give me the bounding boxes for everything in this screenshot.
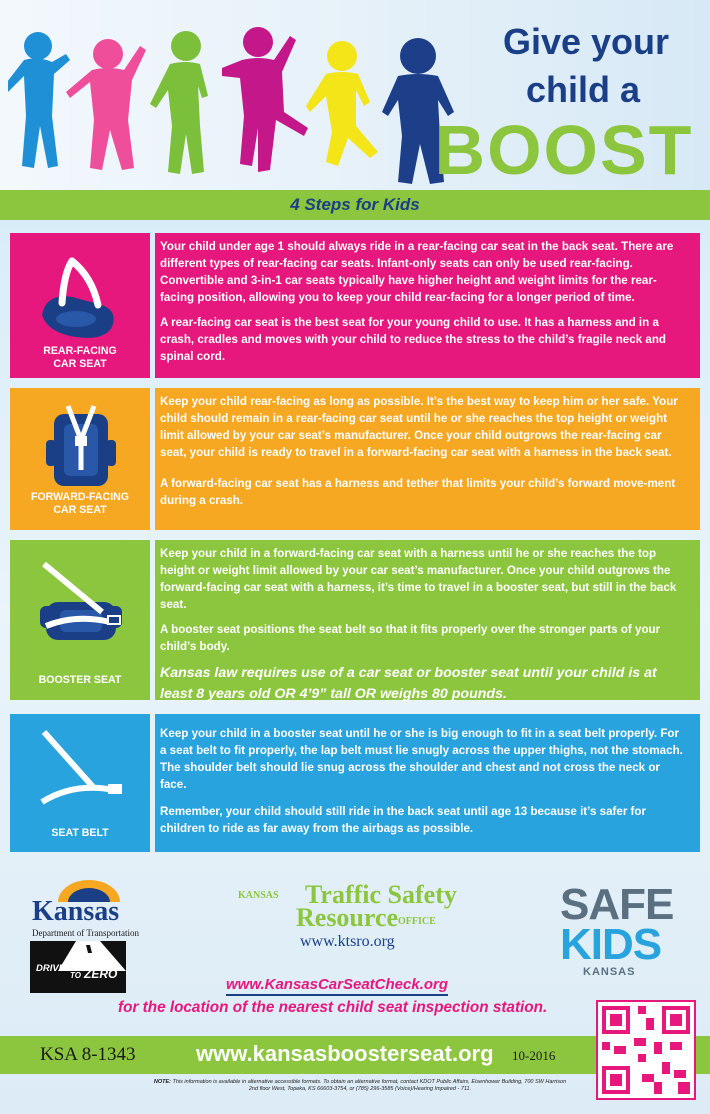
booster-paragraph-2: A booster seat positions the seat belt so that it fits properly over the stronger parts of your child’s body.: [160, 623, 661, 653]
rear-facing-paragraph-1: Your child under age 1 should always ride in a rear-facing car seat in the back seat. There are different types of rear-facing car seats. Infant-only seats can only be used rear-facing. Convertible and 3-in-1 car seats typically have higher height and weight limits for the rear-facing position, allowing you to keep your child rear-facing for a longer period of time.: [160, 240, 674, 304]
card-forward-facing-text: [155, 388, 700, 530]
steps-banner-text: 4 Steps for Kids: [290, 195, 420, 214]
booster-paragraph-1: Keep your child in a forward-facing car seat with a harness until he or she reaches the top height or weight limit allowed by your car seat’s manufacturer. Once your child outgrows the forward-facing car seat with a harness, it’s time to travel in a booster seat, but still in the back seat.: [160, 547, 677, 611]
forward-facing-seat-icon: [46, 400, 116, 490]
print-date: 10-2016: [512, 1048, 556, 1063]
steps-banner: [0, 190, 710, 220]
rear-facing-seat-icon: [32, 253, 128, 349]
kid-silhouette-magenta: [222, 27, 308, 172]
tsro-kansas-word: KANSAS: [238, 890, 279, 901]
title-line-1: Give your: [502, 21, 670, 62]
seat-belt-icon: [38, 728, 128, 818]
kdot-subtitle: Department of Transportation: [32, 928, 139, 938]
card-forward-facing: [10, 388, 700, 530]
note-text: This information is available in alternative accessible formats. To obtain an alternative format, contact KDOT Public Affairs, Eisenhower Building, 700 SW Harrison 2nd floor West, Topeka, KS 66603-3754, or (785) 296-3585 (Voice)/Hearing Impaired - 711.: [172, 1079, 567, 1092]
dtz-to-text: TO: [70, 971, 81, 980]
tsro-traffic-safety: Traffic Safety: [305, 880, 457, 909]
tsro-office: OFFICE: [398, 916, 436, 927]
forward-facing-paragraph-2: A forward-facing car seat has a harness and tether that limits your child’s forward move-ment during a crash.: [160, 477, 676, 507]
booster-seat-url[interactable]: www.kansasboosterseat.org: [196, 1041, 494, 1066]
safe-kids-kansas: KANSAS: [583, 966, 636, 978]
accessibility-note: [150, 1079, 570, 1093]
drive-to-zero-logo: [30, 941, 126, 993]
car-seat-check-url[interactable]: www.KansasCarSeatCheck.org: [226, 976, 448, 996]
card-booster-seat: [10, 540, 700, 700]
seat-belt-paragraph-1: Keep your child in a booster seat until he or she is big enough to fit in a seat belt properly. For a seat belt to fit properly, the lap belt must lie snugly across the upper thighs, not the stomach. The shoulder belt should lie snug across the shoulder and chest and not cross the neck or face.: [160, 727, 683, 791]
card-booster-iconbox: [10, 540, 150, 700]
card-rear-facing-text: [155, 233, 700, 378]
rear-facing-paragraph-2: A rear-facing car seat is the best seat for your young child to use. It has a harness and in a crash, cradles and moves with your child to reduce the stress to the child’s fragile neck and spinal cord.: [160, 316, 666, 363]
card-seat-belt-iconbox: [10, 714, 150, 852]
card-seat-belt: [10, 714, 700, 852]
label-rear-facing-line1: REAR-FACING: [43, 345, 117, 357]
ksa-statute: KSA 8-1343: [40, 1044, 136, 1065]
label-forward-facing-line1: FORWARD-FACING: [30, 491, 130, 503]
label-rear-facing-line2: CAR SEAT: [53, 358, 107, 370]
seat-belt-paragraph-2: Remember, your child should still ride in the back seat until age 13 because it’s safer for children to ride as far away from the airbags as possible.: [160, 805, 647, 835]
inspection-station-text: for the location of the nearest child seat inspection station.: [118, 999, 548, 1016]
kids-silhouettes: [8, 16, 478, 186]
kid-silhouette-blue: [8, 32, 70, 168]
label-booster-seat: BOOSTER SEAT: [38, 674, 122, 686]
kid-silhouette-yellow: [306, 41, 378, 166]
qr-code-icon: [598, 1002, 694, 1098]
card-seat-belt-text: [155, 714, 700, 852]
safe-kids-safe-word: SAFE: [560, 880, 674, 929]
card-rear-facing-iconbox: [10, 233, 150, 378]
dtz-drive-text: DRIVE: [36, 963, 66, 974]
card-booster-text: [155, 540, 700, 700]
booster-law-text: Kansas law requires use of a car seat or booster seat until your child is at least 8 years old OR 4’9” tall OR weighs 80 pounds.: [160, 665, 657, 702]
safe-kids-kids-word: KIDS: [560, 920, 662, 969]
label-seat-belt: SEAT BELT: [51, 827, 109, 839]
kid-silhouette-green: [150, 31, 208, 174]
kid-silhouette-pink: [66, 39, 146, 170]
note-label: NOTE:: [153, 1079, 171, 1085]
poster-header: [0, 0, 710, 190]
booster-seat-icon: [36, 560, 132, 650]
card-rear-facing: [10, 233, 700, 378]
label-forward-facing-line2: CAR SEAT: [53, 504, 107, 516]
title-boost: BOOST: [434, 111, 694, 189]
tsro-url[interactable]: www.ktsro.org: [300, 933, 395, 950]
title-line-2: child a: [525, 69, 641, 110]
card-forward-facing-iconbox: [10, 388, 150, 530]
qr-code[interactable]: [596, 1000, 696, 1100]
tsro-resource: Resource: [296, 903, 399, 932]
forward-facing-paragraph-1: Keep your child rear-facing as long as possible. It’s the best way to keep him or her safe. Your child should remain in a rear-facing car seat until he or she reaches the top height or weight limit allowed by your car seat’s manufacturer. Once your child outgrows the rear-facing car seat, your child is ready to travel in a forward-facing car seat with a harness in the back seat.: [160, 395, 678, 459]
kdot-kansas-wordmark: Kansas: [32, 896, 120, 927]
dtz-zero-text: ZERO: [84, 967, 118, 981]
